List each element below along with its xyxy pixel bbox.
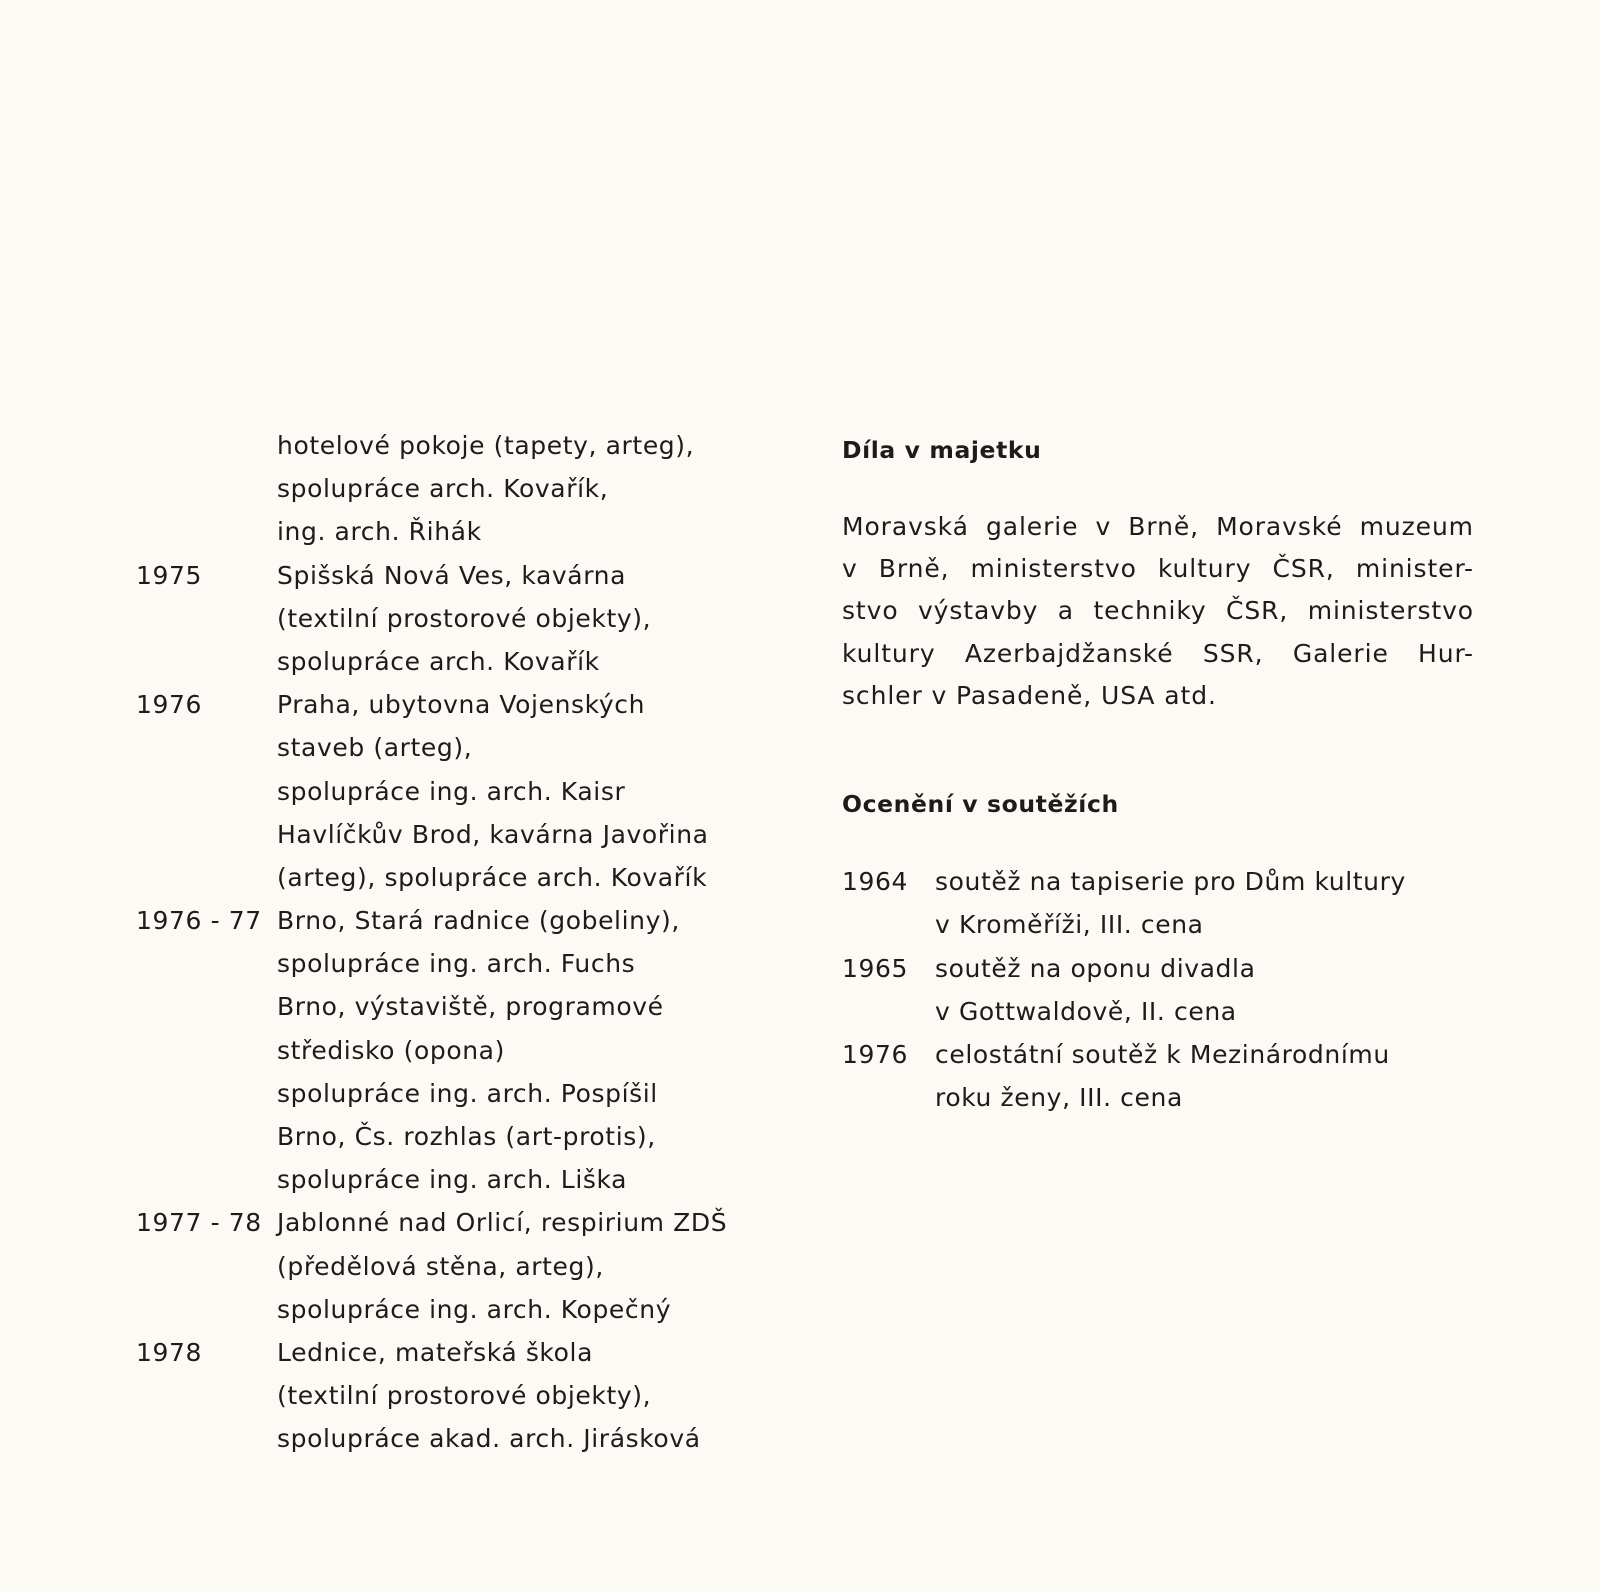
paragraph-line: schler v Pasadeně, USA atd. (842, 680, 1217, 710)
paragraph-word: ČSR, (1226, 596, 1289, 626)
paragraph-word: Hur- (1418, 638, 1474, 668)
entry-text: Spišská Nová Ves, kavárna (277, 560, 627, 590)
paragraph-word: ministerstvo (970, 554, 1137, 584)
list-item (136, 510, 796, 553)
collections-paragraph (842, 506, 1482, 717)
entry-text: Brno, výstaviště, programové (277, 992, 664, 1022)
award-year: 1965 (842, 953, 909, 983)
paragraph-word: Azerbajdžanské (964, 638, 1174, 668)
list-item (136, 985, 796, 1028)
entry-year: 1977 - 78 (136, 1208, 262, 1238)
list-item (136, 1331, 796, 1374)
paragraph-word: v (1095, 512, 1112, 541)
entry-text: spolupráce ing. arch. Liška (277, 1165, 628, 1195)
list-item (136, 597, 796, 640)
paragraph-line (842, 633, 1474, 675)
list-item (136, 1245, 796, 1288)
list-item (136, 1201, 796, 1244)
award-text: v Gottwaldově, II. cena (935, 996, 1237, 1026)
entry-text: Praha, ubytovna Vojenských (277, 690, 646, 720)
entry-text: staveb (arteg), (277, 733, 473, 763)
entry-text: Lednice, mateřská škola (277, 1337, 593, 1367)
paragraph-word: kultury (1157, 554, 1252, 584)
list-item (136, 1374, 796, 1417)
entry-year: 1976 (136, 690, 203, 720)
paragraph-word: Galerie (1292, 638, 1389, 668)
list-item (136, 1417, 796, 1460)
list-item (842, 990, 1482, 1033)
paragraph-line (842, 506, 1474, 548)
paragraph-word: Brně, (878, 554, 950, 584)
list-item (842, 1033, 1482, 1076)
entry-text: spolupráce ing. arch. Pospíšil (277, 1078, 658, 1108)
list-item (136, 640, 796, 683)
entry-text: spolupráce arch. Kovařík, (277, 474, 609, 504)
entry-text: Havlíčkův Brod, kavárna Javořina (277, 819, 709, 849)
list-item (136, 813, 796, 856)
paragraph-word: minister- (1355, 554, 1474, 584)
list-item (136, 1288, 796, 1331)
paragraph-word: galerie (985, 512, 1079, 541)
paragraph-word: Moravská (842, 512, 969, 541)
paragraph-word: muzeum (1359, 512, 1474, 541)
award-text: celostátní soutěž k Mezinárodnímu (935, 1040, 1390, 1070)
paragraph-word: SSR, (1202, 638, 1264, 668)
entry-text: ing. arch. Řihák (277, 517, 482, 547)
paragraph-word: ministerstvo (1307, 596, 1474, 626)
list-item (136, 1029, 796, 1072)
entry-text: spolupráce ing. arch. Kopečný (277, 1294, 672, 1324)
award-text: roku ženy, III. cena (935, 1083, 1183, 1113)
entry-text: Brno, Čs. rozhlas (art-protis), (277, 1122, 656, 1151)
list-item (136, 770, 796, 813)
entry-text: Brno, Stará radnice (gobeliny), (277, 906, 680, 936)
list-item (136, 899, 796, 942)
list-item (136, 1158, 796, 1201)
paragraph-word: Moravské (1216, 512, 1343, 541)
paragraph-word: techniky (1093, 596, 1207, 626)
section-heading-collections: Díla v majetku (842, 436, 1042, 464)
entry-text: Jablonné nad Orlicí, respirium ZDŠ (277, 1208, 728, 1238)
list-item (136, 1115, 796, 1158)
list-item (136, 942, 796, 985)
list-item (842, 860, 1482, 903)
entry-text: (textilní prostorové objekty), (277, 1381, 652, 1411)
entry-text: středisko (opona) (277, 1035, 505, 1065)
entry-year: 1978 (136, 1337, 203, 1367)
award-text: v Kroměříži, III. cena (935, 910, 1204, 940)
list-item (136, 554, 796, 597)
entry-text: spolupráce akad. arch. Jirásková (277, 1424, 701, 1454)
collections-and-awards (842, 424, 1482, 1120)
entry-text: spolupráce ing. arch. Kaisr (277, 776, 626, 806)
section-heading-awards: Ocenění v soutěžích (842, 789, 1119, 818)
paragraph-line (842, 548, 1474, 590)
list-item (842, 1076, 1482, 1119)
award-year: 1976 (842, 1040, 909, 1070)
works-list (136, 424, 796, 1461)
awards-list (842, 860, 1482, 1120)
entry-year: 1976 - 77 (136, 906, 262, 936)
entry-year: 1975 (136, 560, 203, 590)
paragraph-word: výstavby (917, 596, 1039, 626)
entry-text: spolupráce arch. Kovařík (277, 646, 600, 676)
entry-text: (předělová stěna, arteg), (277, 1251, 604, 1281)
paragraph-word: ČSR, (1272, 554, 1335, 584)
list-item (136, 856, 796, 899)
award-text: soutěž na tapiserie pro Dům kultury (935, 866, 1406, 896)
paragraph-line (842, 590, 1474, 632)
list-item (136, 424, 796, 467)
entry-text: spolupráce ing. arch. Fuchs (277, 949, 636, 979)
entry-text: hotelové pokoje (tapety, arteg), (277, 431, 695, 460)
paragraph-word: a (1057, 596, 1075, 626)
list-item (136, 683, 796, 726)
entry-text: (arteg), spolupráce arch. Kovařík (277, 862, 708, 892)
list-item (136, 467, 796, 510)
award-year: 1964 (842, 866, 909, 896)
paragraph-word: v (842, 554, 858, 584)
entry-text: (textilní prostorové objekty), (277, 603, 652, 633)
paragraph-word: Brně, (1128, 512, 1199, 541)
paragraph-word: kultury (842, 638, 936, 668)
list-item (842, 947, 1482, 990)
list-item (136, 726, 796, 769)
paragraph-word: stvo (842, 596, 899, 626)
award-text: soutěž na oponu divadla (935, 953, 1256, 983)
list-item (136, 1072, 796, 1115)
list-item (842, 903, 1482, 946)
